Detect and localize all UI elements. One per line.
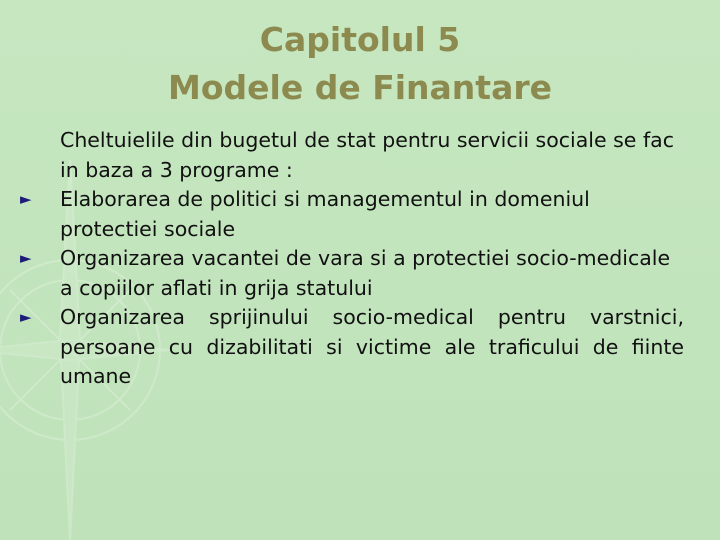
list-item bbox=[20, 185, 684, 244]
triangle-right-icon: ► bbox=[20, 190, 32, 208]
title-line-2: Modele de Finantare bbox=[168, 68, 552, 107]
list-item-text: Organizarea sprijinului socio-medical pentru varstnici, persoane cu dizabilitati si victime ale traficului de fiinte umane bbox=[60, 305, 684, 388]
list-item-text: Organizarea vacantei de vara si a protectiei socio-medicale a copiilor aflati in grija statului bbox=[60, 246, 671, 300]
list-item bbox=[20, 303, 684, 392]
slide-body bbox=[20, 126, 684, 392]
slide-title bbox=[0, 16, 720, 112]
list-item bbox=[20, 126, 684, 185]
title-line-1: Capitolul 5 bbox=[259, 20, 461, 59]
triangle-right-icon: ► bbox=[20, 308, 32, 326]
list-item-text: Cheltuielile din bugetul de stat pentru servicii sociale se fac in baza a 3 programe : bbox=[60, 128, 674, 182]
triangle-right-icon: ► bbox=[20, 249, 32, 267]
list-item bbox=[20, 244, 684, 303]
list-item-text: Elaborarea de politici si managementul in domeniul protectiei sociale bbox=[60, 187, 590, 241]
